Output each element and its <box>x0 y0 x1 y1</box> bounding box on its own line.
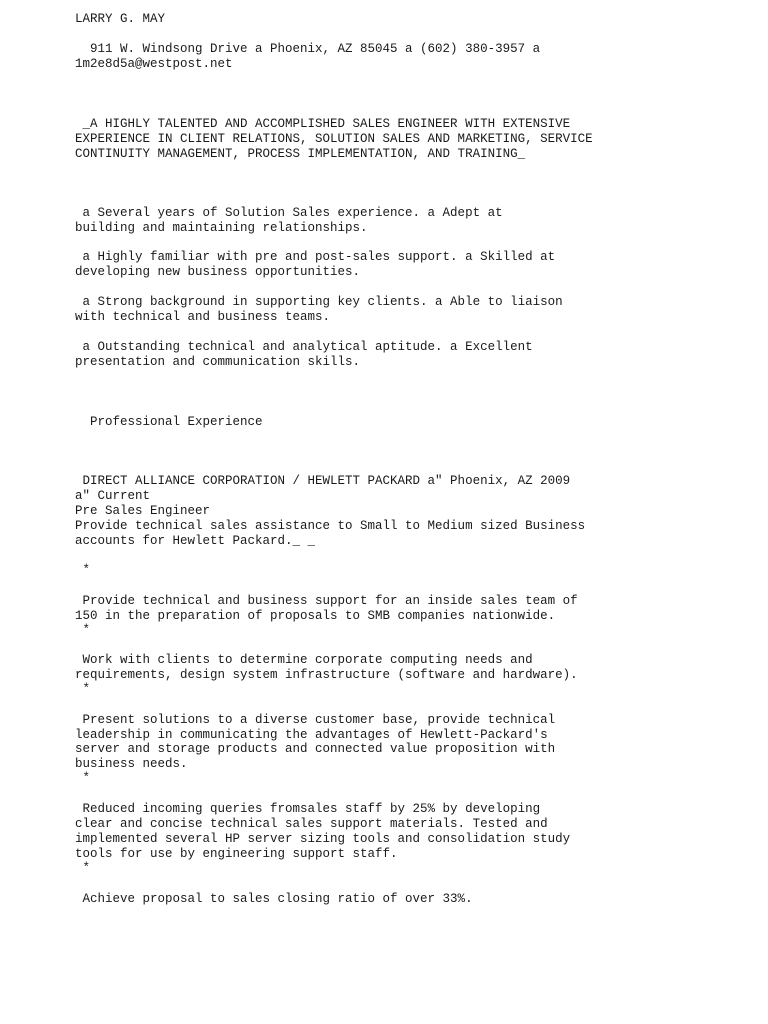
bullet-text: Achieve proposal to sales closing ratio of over 33%. <box>75 892 473 906</box>
job-description: Provide technical sales assistance to Small to Medium sized Business <box>75 519 586 533</box>
summary-line: a Outstanding technical and analytical aptitude. a Excellent <box>75 340 533 354</box>
bullet-marker: * <box>75 623 91 637</box>
summary-line: a Several years of Solution Sales experience. a Adept at <box>75 206 503 220</box>
bullet-text: implemented several HP server sizing tools and consolidation study <box>75 832 571 846</box>
bullet-marker: * <box>75 563 91 577</box>
employer-line: DIRECT ALLIANCE CORPORATION / HEWLETT PACKARD a" Phoenix, AZ 2009 <box>75 474 571 488</box>
bullet-marker: * <box>75 771 91 785</box>
bullet-text: Present solutions to a diverse customer base, provide technical <box>75 713 556 727</box>
contact-email: 1m2e8d5a@westpost.net <box>75 57 233 71</box>
headline-line: CONTINUITY MANAGEMENT, PROCESS IMPLEMENTATION, AND TRAINING_ <box>75 147 526 161</box>
employer-line: a" Current <box>75 489 151 503</box>
section-title: Professional Experience <box>75 415 263 429</box>
bullet-text: Work with clients to determine corporate computing needs and <box>75 653 533 667</box>
bullet-text: clear and concise technical sales support materials. Tested and <box>75 817 548 831</box>
resume-name: LARRY G. MAY <box>75 12 166 26</box>
bullet-text: Reduced incoming queries fromsales staff by 25% by developing <box>75 802 541 816</box>
job-position: Pre Sales Engineer <box>75 504 211 518</box>
bullet-marker: * <box>75 861 91 875</box>
bullet-text: tools for use by engineering support staff. <box>75 847 398 861</box>
bullet-text: business needs. <box>75 757 188 771</box>
headline-line: EXPERIENCE IN CLIENT RELATIONS, SOLUTION SALES AND MARKETING, SERVICE <box>75 132 593 146</box>
contact-line: 911 W. Windsong Drive a Phoenix, AZ 85045 a (602) 380-3957 a <box>75 42 541 56</box>
bullet-text: 150 in the preparation of proposals to SMB companies nationwide. <box>75 609 556 623</box>
headline-line: _A HIGHLY TALENTED AND ACCOMPLISHED SALES ENGINEER WITH EXTENSIVE <box>75 117 571 131</box>
summary-line: a Highly familiar with pre and post-sales support. a Skilled at <box>75 250 556 264</box>
bullet-text: Provide technical and business support for an inside sales team of <box>75 594 578 608</box>
summary-line: developing new business opportunities. <box>75 265 361 279</box>
summary-line: a Strong background in supporting key clients. a Able to liaison <box>75 295 563 309</box>
summary-line: building and maintaining relationships. <box>75 221 368 235</box>
bullet-text: server and storage products and connected value proposition with <box>75 742 556 756</box>
summary-line: presentation and communication skills. <box>75 355 361 369</box>
bullet-text: leadership in communicating the advantages of Hewlett-Packard's <box>75 728 548 742</box>
job-description: accounts for Hewlett Packard._ _ <box>75 534 316 548</box>
summary-line: with technical and business teams. <box>75 310 331 324</box>
bullet-text: requirements, design system infrastructure (software and hardware). <box>75 668 578 682</box>
bullet-marker: * <box>75 682 91 696</box>
